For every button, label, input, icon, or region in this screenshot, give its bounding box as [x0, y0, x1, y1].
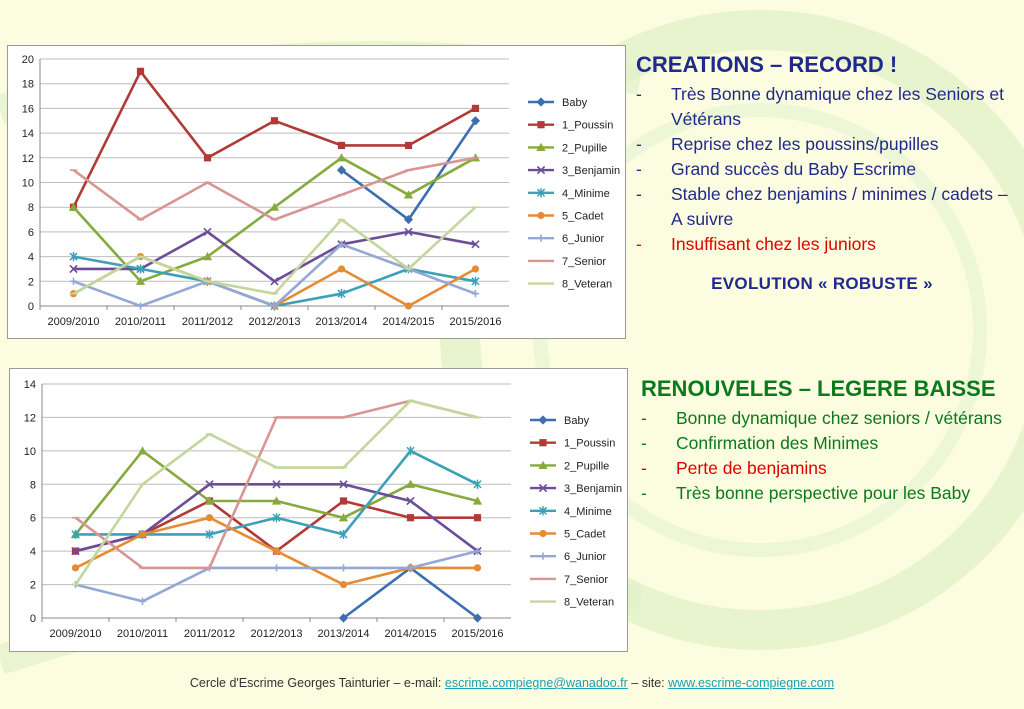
bullet-dash: -: [636, 234, 642, 254]
legend-label: 3_Benjamin: [564, 483, 623, 496]
bullet-item: [641, 431, 1013, 456]
x-tick-label: 2014/2015: [382, 316, 435, 328]
bullet-dash: -: [636, 159, 642, 179]
bullet-item: [641, 456, 1013, 481]
bullet-dash: -: [641, 458, 647, 478]
data-point: [474, 514, 481, 521]
footer-site-link[interactable]: www.escrime-compiegne.com: [668, 676, 835, 690]
footer-middle: – site:: [627, 676, 669, 690]
x-tick-label: 2009/2010: [47, 316, 100, 328]
legend-marker: [537, 212, 544, 219]
x-tick-label: 2013/2014: [317, 628, 370, 640]
series-8_Veteran: [72, 401, 481, 585]
panel-renouveles-list: [641, 406, 1013, 506]
data-point: [472, 290, 479, 297]
x-tick-label: 2015/2016: [451, 628, 504, 640]
panel-renouveles-title: RENOUVELES – LEGERE BAISSE: [641, 376, 996, 401]
x-tick-label: 2010/2011: [116, 628, 169, 640]
panel-creations-title: CREATIONS – RECORD !: [636, 52, 898, 77]
footer-prefix: Cercle d'Escrime Georges Tainturier – e-mail:: [189, 676, 445, 690]
x-tick-label: 2009/2010: [49, 628, 102, 640]
y-tick-label: 20: [21, 54, 34, 66]
data-point: [70, 278, 77, 285]
y-tick-label: 18: [21, 78, 34, 91]
legend-marker: [539, 439, 546, 446]
legend-label: 4_Minime: [562, 187, 610, 200]
x-tick-label: 2010/2011: [114, 316, 167, 328]
data-point: [271, 117, 278, 124]
data-point: [139, 531, 146, 538]
series-line: [74, 71, 476, 207]
data-point: [340, 564, 347, 571]
bullet-dash: -: [641, 408, 647, 428]
bullet-dash: -: [641, 433, 647, 453]
legend-label: 2_Pupille: [562, 142, 608, 155]
x-tick-label: 2012/2013: [248, 316, 301, 328]
panel-renouveles: [641, 376, 1013, 506]
legend-label: 8_Veteran: [564, 596, 615, 609]
legend-label: 3_Benjamin: [562, 165, 621, 178]
y-tick-label: 14: [21, 128, 34, 141]
series-1_Poussin: [72, 497, 481, 554]
data-point: [472, 265, 479, 272]
data-point: [405, 142, 412, 149]
y-tick-label: 6: [29, 512, 36, 525]
legend-label: Baby: [564, 415, 590, 427]
y-tick-label: 6: [27, 226, 34, 239]
series-line: [76, 501, 478, 551]
chart-renouveles-plot: [10, 369, 627, 651]
legend-marker: [539, 530, 546, 537]
legend-marker: [538, 415, 547, 424]
legend-label: 7_Senior: [562, 255, 607, 268]
y-tick-label: 8: [29, 479, 36, 492]
x-tick-label: 2013/2014: [315, 316, 368, 328]
bullet-text: Stable chez benjamins / minimes / cadets – A suivre: [671, 184, 1008, 229]
legend-label: 5_Cadet: [564, 528, 606, 541]
legend-label: 2_Pupille: [564, 460, 610, 473]
y-tick-label: 2: [27, 276, 34, 289]
data-point: [338, 142, 345, 149]
y-tick-label: 4: [27, 251, 34, 264]
legend-label: 5_Cadet: [562, 210, 604, 223]
data-point: [137, 302, 144, 309]
bullet-text: Très Bonne dynamique chez les Seniors et Vétérans: [671, 84, 1005, 129]
data-point: [340, 497, 347, 504]
bullet-item: [641, 481, 1013, 506]
data-point: [405, 302, 412, 309]
data-point: [407, 514, 414, 521]
series-line: [76, 401, 478, 585]
bullet-text: Très bonne perspective pour les Baby: [676, 483, 971, 503]
data-point: [273, 564, 280, 571]
bullet-text: Bonne dynamique chez seniors / vétérans: [676, 408, 1002, 428]
footer-email-link[interactable]: escrime.compiegne@wanadoo.fr: [444, 676, 628, 690]
panel-creations-list: [636, 82, 1008, 257]
y-tick-label: 12: [23, 412, 36, 425]
chart-renouveles: [9, 368, 628, 652]
legend-label: 1_Poussin: [562, 119, 614, 132]
x-tick-label: 2011/2012: [183, 628, 236, 640]
chart-creations: [7, 45, 626, 339]
x-tick-label: 2012/2013: [250, 628, 303, 640]
bullet-text: Grand succès du Baby Escrime: [671, 159, 917, 179]
legend-marker: [539, 553, 546, 560]
evolution-label: EVOLUTION « ROBUSTE »: [711, 274, 933, 293]
chart-creations-plot: [8, 46, 625, 338]
bullet-item: [636, 157, 1008, 182]
y-tick-label: 14: [23, 379, 36, 391]
bullet-text: Insuffisant chez les juniors: [671, 234, 876, 254]
bullet-item: [641, 406, 1013, 431]
legend-label: 8_Veteran: [562, 278, 613, 291]
data-point: [472, 105, 479, 112]
data-point: [337, 153, 346, 161]
data-point: [206, 514, 213, 521]
bullet-text: Confirmation des Minimes: [676, 433, 879, 453]
legend-label: 7_Senior: [564, 573, 609, 586]
x-tick-label: 2015/2016: [449, 316, 502, 328]
bullet-item: [636, 182, 1008, 232]
bullet-dash: -: [636, 84, 642, 104]
data-point: [204, 154, 211, 161]
data-point: [340, 581, 347, 588]
footer: [0, 676, 1024, 690]
bullet-text: Perte de benjamins: [676, 458, 827, 478]
y-tick-label: 12: [21, 152, 34, 165]
data-point: [72, 564, 79, 571]
y-tick-label: 0: [27, 301, 34, 313]
y-tick-label: 4: [29, 546, 36, 559]
legend-label: 1_Poussin: [564, 437, 616, 450]
series-Baby: [339, 563, 482, 622]
legend-marker: [537, 235, 544, 242]
bullet-text: Reprise chez les poussins/pupilles: [671, 134, 939, 154]
bullet-dash: -: [636, 134, 642, 154]
bullet-item: [636, 82, 1008, 132]
bullet-dash: -: [641, 483, 647, 503]
y-tick-label: 8: [27, 202, 34, 215]
series-4_Minime: [72, 446, 481, 539]
legend-label: Baby: [562, 97, 588, 109]
legend-label: 6_Junior: [562, 233, 605, 246]
legend-marker: [537, 121, 544, 128]
panel-creations: [636, 52, 1008, 296]
data-point: [338, 265, 345, 272]
y-tick-label: 10: [23, 445, 36, 458]
data-point: [273, 548, 280, 555]
series-line: [76, 551, 478, 601]
y-tick-label: 10: [21, 177, 34, 190]
data-point: [137, 68, 144, 75]
y-tick-label: 0: [29, 613, 36, 625]
legend-marker: [536, 97, 545, 106]
series-6_Junior: [70, 241, 479, 310]
bullet-item: [636, 132, 1008, 157]
legend-label: 4_Minime: [564, 505, 612, 518]
series-2_Pupille: [71, 446, 482, 538]
y-tick-label: 2: [29, 579, 36, 592]
x-tick-label: 2014/2015: [384, 628, 437, 640]
x-tick-label: 2011/2012: [181, 316, 234, 328]
y-tick-label: 16: [21, 103, 34, 116]
data-point: [474, 564, 481, 571]
bullet-item: [636, 232, 1008, 257]
series-line: [344, 568, 478, 618]
bullet-dash: -: [636, 184, 642, 204]
legend-label: 6_Junior: [564, 551, 607, 564]
